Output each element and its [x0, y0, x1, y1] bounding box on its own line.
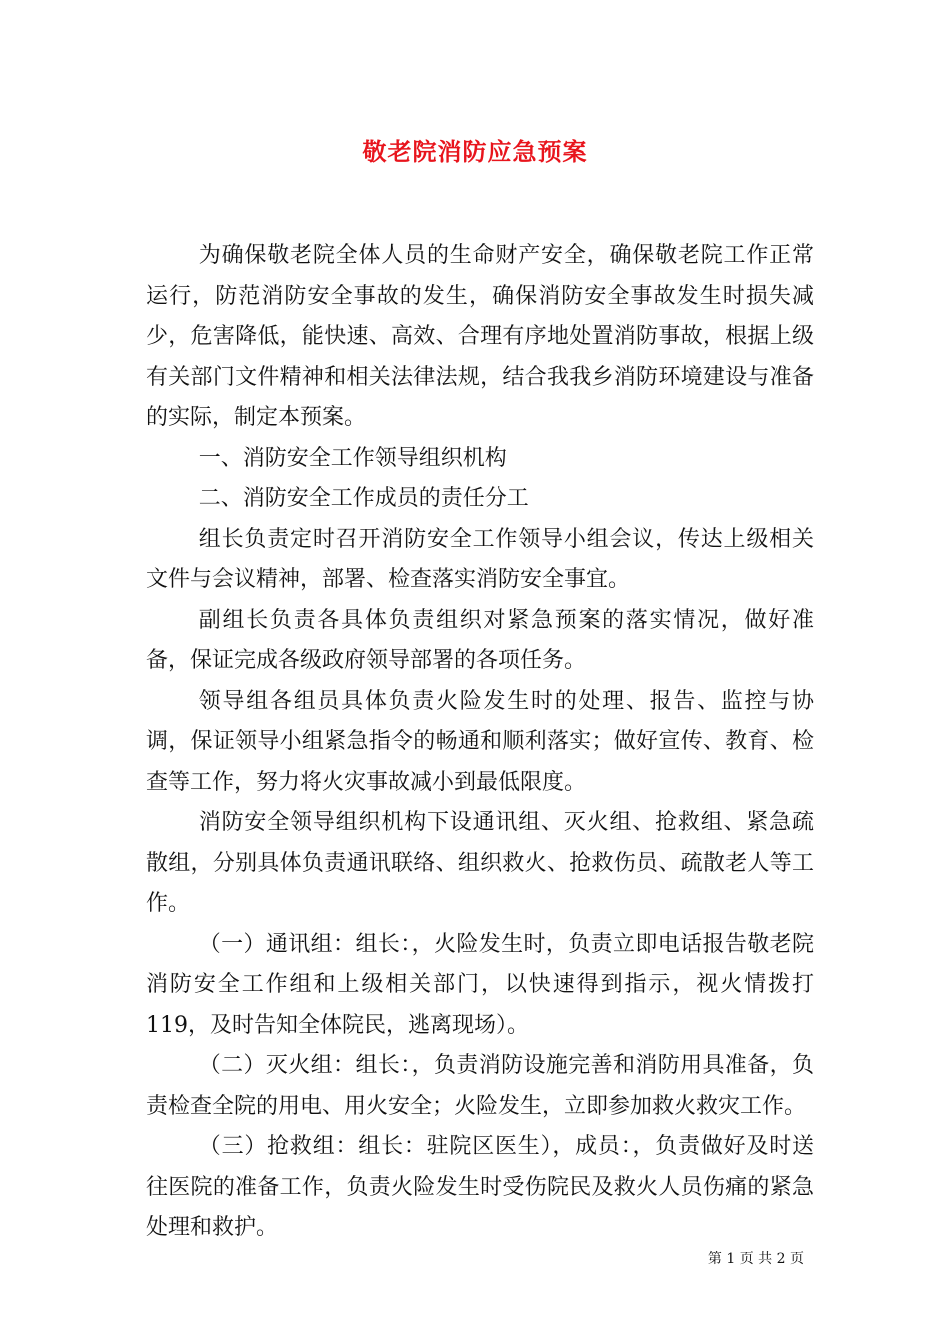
page-number: 第 1 页 共 2 页 [707, 1251, 804, 1267]
paragraph-rescue-group: （三）抢救组：组长：驻院区医生），成员：，负责做好及时送往医院的准备工作，负责火险发生时受伤院民及救火人员伤痛的紧急处理和救护。 [146, 1134, 814, 1240]
paragraph-subgroups: 消防安全领导组织机构下设通讯组、灭火组、抢救组、紧急疏散组，分别具体负责通讯联络、组织救火、抢救伤员、疏散老人等工作。 [146, 810, 814, 916]
document-body [146, 236, 814, 1249]
page-title: 敬老院消防应急预案 [362, 137, 588, 166]
paragraph-communication-group: （一）通讯组：组长：，火险发生时，负责立即电话报告敬老院消防安全工作组和上级相关部门，以快速得到指示，视火情拨打119，及时告知全体院民，逃离现场）。 [146, 931, 814, 1038]
paragraph-firefighting-group: （二）灭火组：组长：，负责消防设施完善和消防用具准备，负责检查全院的用电、用火安全；火险发生，立即参加救火救灾工作。 [146, 1053, 814, 1119]
paragraph-intro: 为确保敬老院全体人员的生命财产安全，确保敬老院工作正常运行，防范消防安全事故的发生，确保消防安全事故发生时损失减少，危害降低，能快速、高效、合理有序地处置消防事故，根据上级有关部门文件精神和相关法律法规，结合我我乡消防环境建设与准备的实际，制定本预案。 [146, 243, 814, 430]
paragraph-leader: 组长负责定时召开消防安全工作领导小组会议，传达上级相关文件与会议精神，部署、检查落实消防安全事宜。 [146, 526, 814, 592]
paragraph-members: 领导组各组员具体负责火险发生时的处理、报告、监控与协调，保证领导小组紧急指令的畅通和顺利落实；做好宣传、教育、检查等工作，努力将火灾事故减小到最低限度。 [146, 688, 814, 795]
section-heading-1: 一、消防安全工作领导组织机构 [198, 445, 507, 471]
paragraph-deputy-leader: 副组长负责各具体负责组织对紧急预案的落实情况，做好准备，保证完成各级政府领导部署的各项任务。 [146, 607, 814, 673]
section-heading-2: 二、消防安全工作成员的责任分工 [198, 486, 529, 511]
